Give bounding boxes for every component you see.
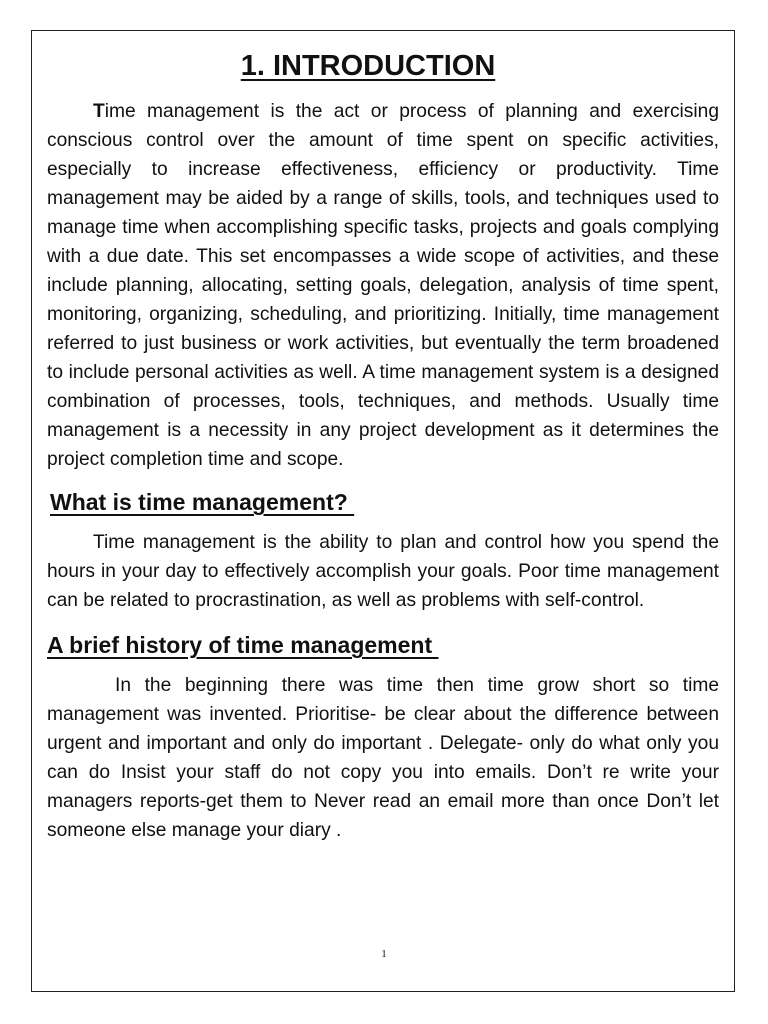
- page-number: 1: [381, 948, 387, 960]
- intro-paragraph: [47, 97, 719, 474]
- document-body: [47, 44, 719, 845]
- intro-first-letter: T: [93, 101, 105, 122]
- section-paragraph-what-is: [47, 528, 719, 615]
- section-heading-history: A brief history of time management: [47, 632, 439, 658]
- intro-text: ime management is the act or process of planning and exercising conscious control over the amount of time spent on specific activities, especially to increase effectiveness, efficiency or productivity. Time management may be aided by a range of skills, tools, and techniques used to manage time when accomplishing specific tasks, projects and goals complying with a due date. This set encompasses a wide scope of activities, and these include planning, allocating, setting goals, delegation, analysis of time spent, monitoring, organizing, scheduling, and prioritizing. Initially, time management referred to just business or work activities, but eventually the term broadened to include personal activities as well. A time management system is a designed combination of processes, tools, techniques, and methods. Usually time management is a necessity in any project development as it determines the project completion time and scope.: [47, 101, 719, 470]
- page-title: 1. INTRODUCTION: [240, 50, 496, 82]
- section-text-what-is: Time management is the ability to plan and control how you spend the hours in your day to effectively accomplish your goals. Poor time management can be related to procrastination, as well as problems with self-control.: [47, 532, 719, 611]
- section-paragraph-history: [47, 671, 719, 845]
- section-heading-what-is: What is time management?: [50, 489, 355, 515]
- section-text-history: In the beginning there was time then time grow short so time management was invented. Prioritise- be clear about the difference between urgent and important and only do important . Delegate- only do what only you can do Insist your staff do not copy you into emails. Don’t re write your managers reports-get them to Never read an email more than once Don’t let someone else manage your diary .: [47, 675, 719, 841]
